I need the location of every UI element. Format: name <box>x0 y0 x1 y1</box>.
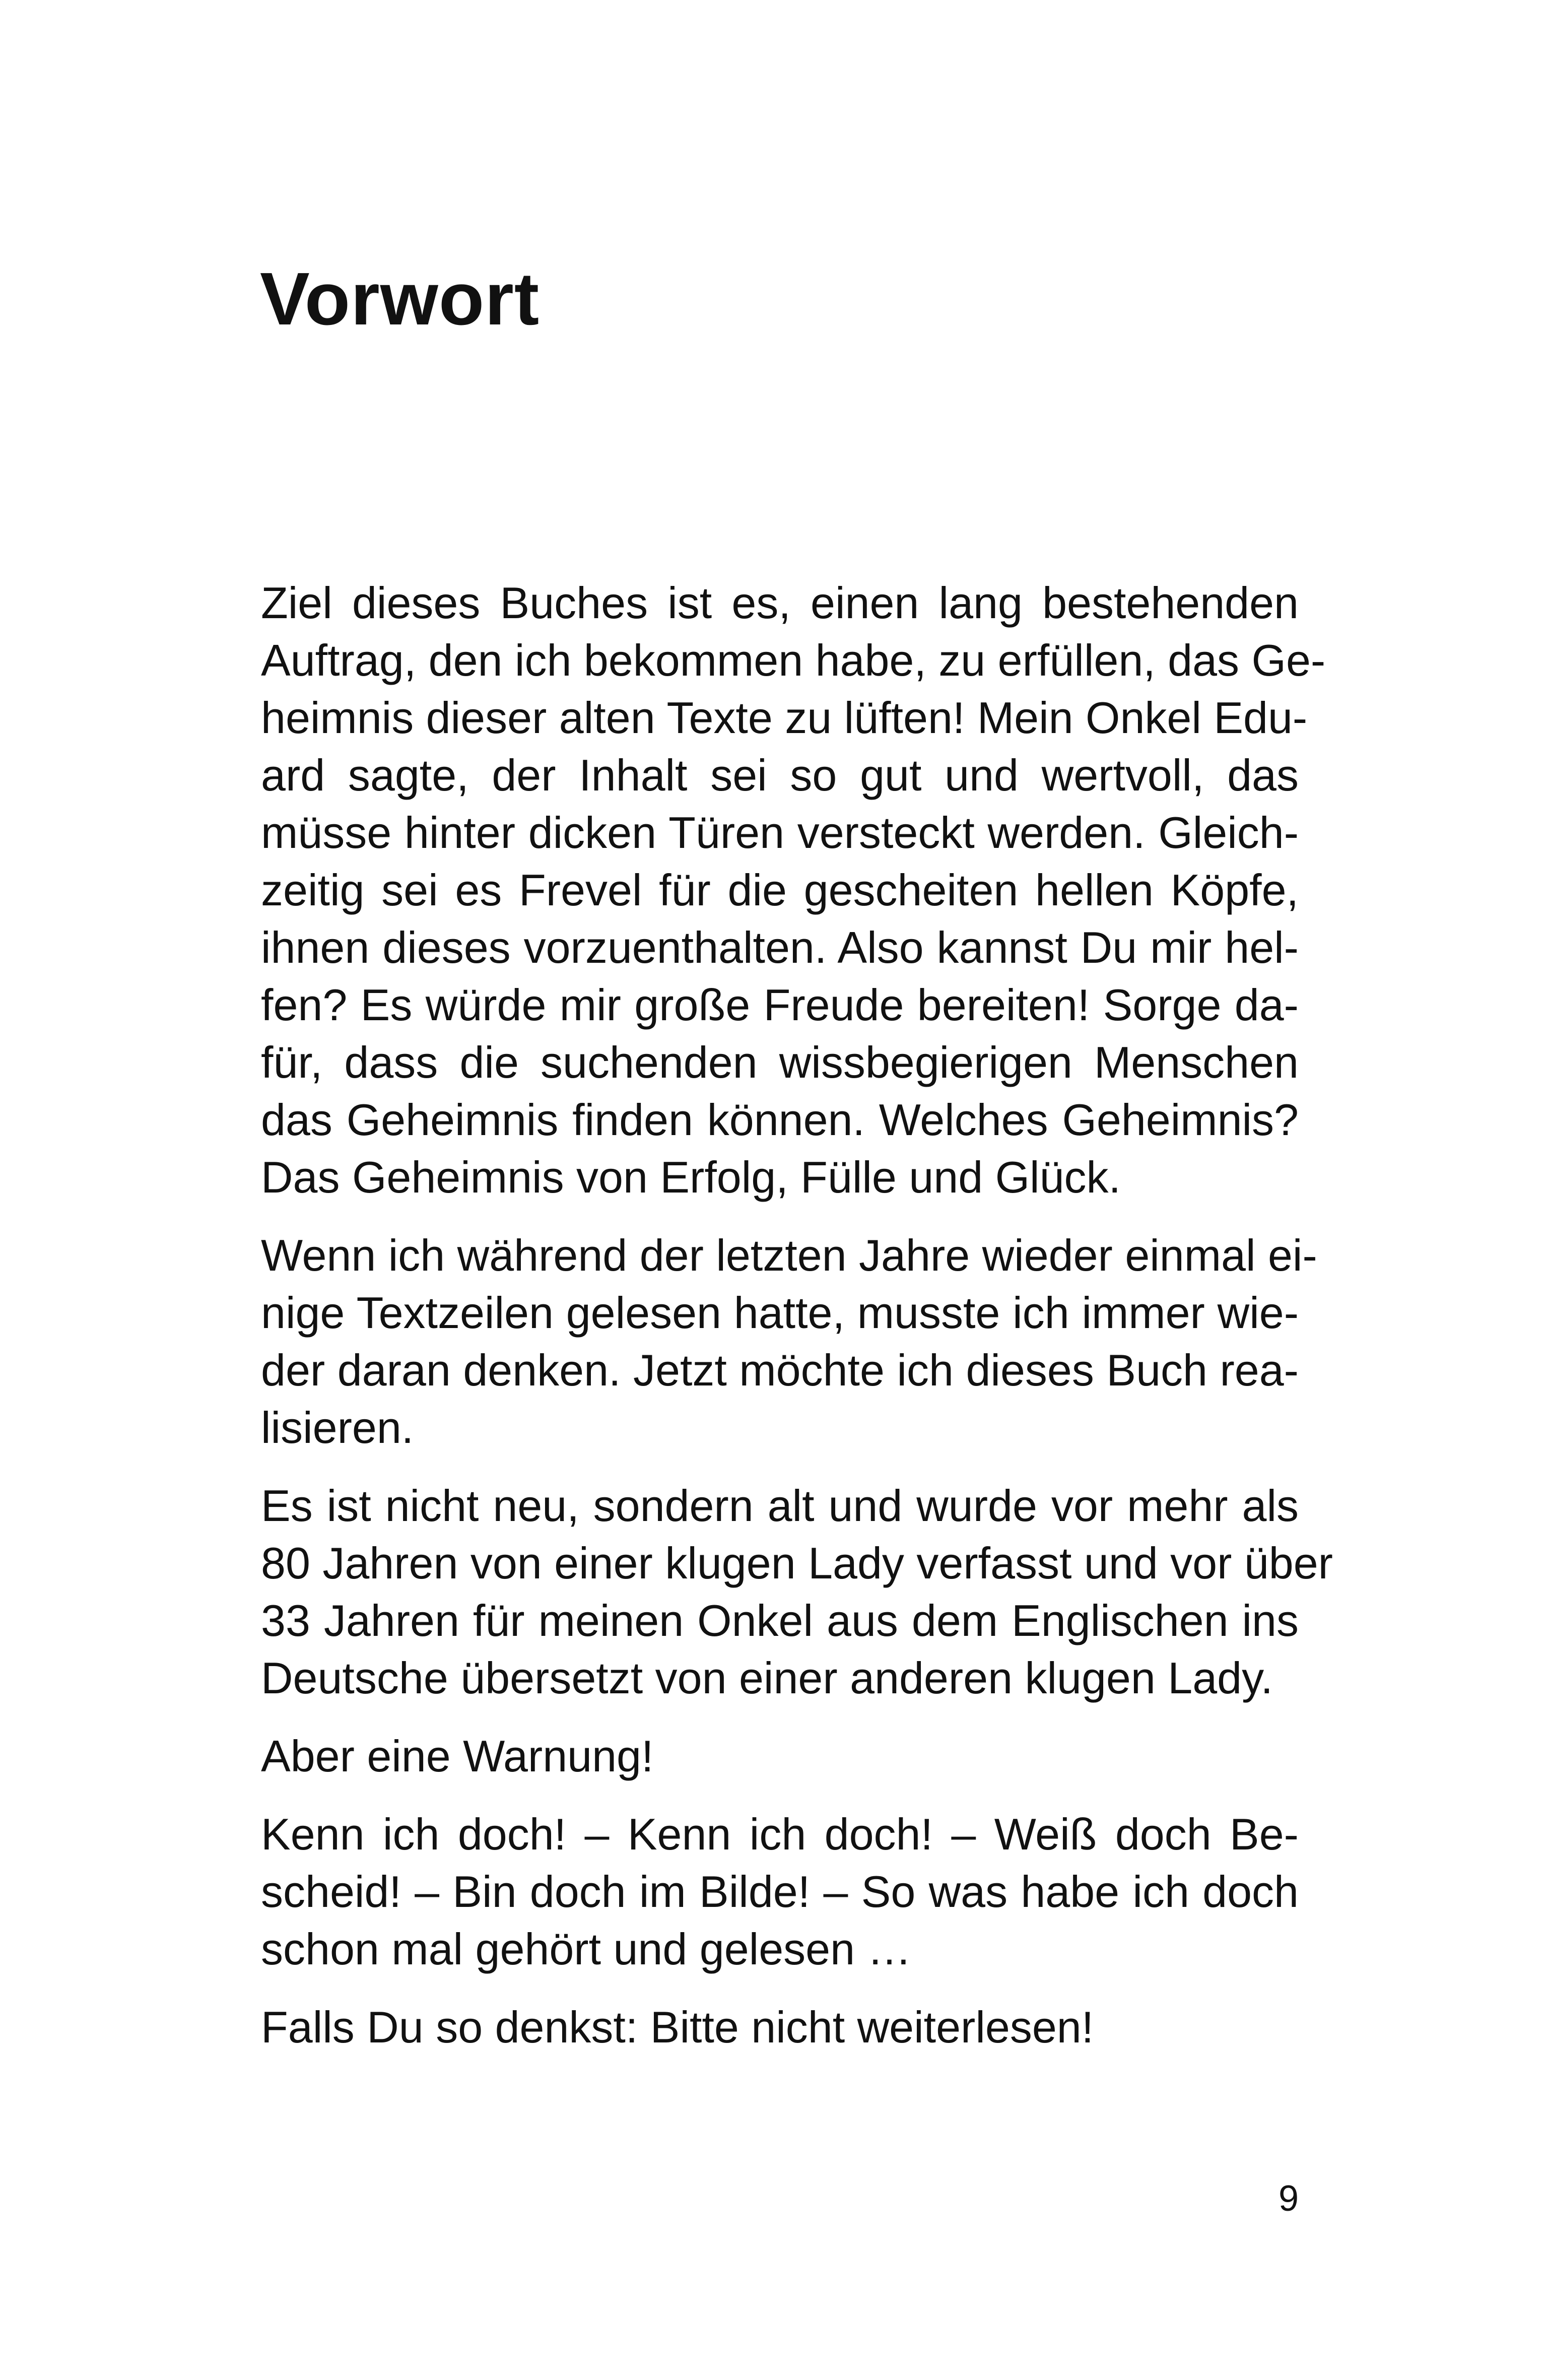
text-line: ihnen dieses vorzuenthalten. Also kannst Du mir hel- <box>261 922 1299 972</box>
text-line: Auftrag, den ich bekommen habe, zu erfüllen, das Ge- <box>261 635 1326 685</box>
text-line: lisieren. <box>261 1403 414 1452</box>
text-line: der daran denken. Jetzt möchte ich dieses Buch rea- <box>261 1345 1299 1395</box>
text-line: 80 Jahren von einer klugen Lady verfasst und vor über <box>261 1538 1333 1588</box>
text-line: zeitig sei es Frevel für die gescheiten hellen Köpfe, <box>261 865 1299 915</box>
text-line: Das Geheimnis von Erfolg, Fülle und Glück. <box>261 1152 1121 1202</box>
text-line: Falls Du so denkst: Bitte nicht weiterlesen! <box>261 2002 1094 2052</box>
paragraph-3 <box>261 1477 1333 1707</box>
body-text <box>261 574 1333 2077</box>
text-line: Wenn ich während der letzten Jahre wieder einmal ei- <box>261 1230 1317 1280</box>
paragraph-6 <box>261 1999 1299 2056</box>
text-line: nige Textzeilen gelesen hatte, musste ich immer wie- <box>261 1288 1299 1338</box>
text-line: Ziel dieses Buches ist es, einen lang bestehenden <box>261 578 1299 628</box>
paragraph-1 <box>261 574 1326 1206</box>
page-number: 9 <box>1278 2178 1299 2219</box>
text-line: scheid! – Bin doch im Bilde! – So was habe ich doch <box>261 1867 1299 1916</box>
paragraph-2 <box>261 1227 1317 1457</box>
text-line: Deutsche übersetzt von einer anderen klugen Lady. <box>261 1653 1273 1703</box>
text-line: 33 Jahren für meinen Onkel aus dem Englischen ins <box>261 1596 1299 1645</box>
text-line: müsse hinter dicken Türen versteckt werden. Gleich- <box>261 808 1299 857</box>
text-line: Kenn ich doch! – Kenn ich doch! – Weiß doch Be- <box>261 1809 1299 1859</box>
text-line: schon mal gehört und gelesen … <box>261 1924 912 1974</box>
text-line: Es ist nicht neu, sondern alt und wurde vor mehr als <box>261 1481 1299 1531</box>
paragraph-4 <box>261 1728 1299 1785</box>
paragraph-5 <box>261 1806 1299 1978</box>
text-line: das Geheimnis finden können. Welches Geheimnis? <box>261 1095 1299 1145</box>
page-title: Vorwort <box>260 257 540 341</box>
text-line: heimnis dieser alten Texte zu lüften! Mein Onkel Edu- <box>261 693 1308 743</box>
text-line: für, dass die suchenden wissbegierigen Menschen <box>261 1037 1299 1087</box>
text-line: ard sagte, der Inhalt sei so gut und wertvoll, das <box>261 750 1299 800</box>
text-line: fen? Es würde mir große Freude bereiten! Sorge da- <box>261 980 1299 1030</box>
text-line: Aber eine Warnung! <box>261 1731 654 1781</box>
